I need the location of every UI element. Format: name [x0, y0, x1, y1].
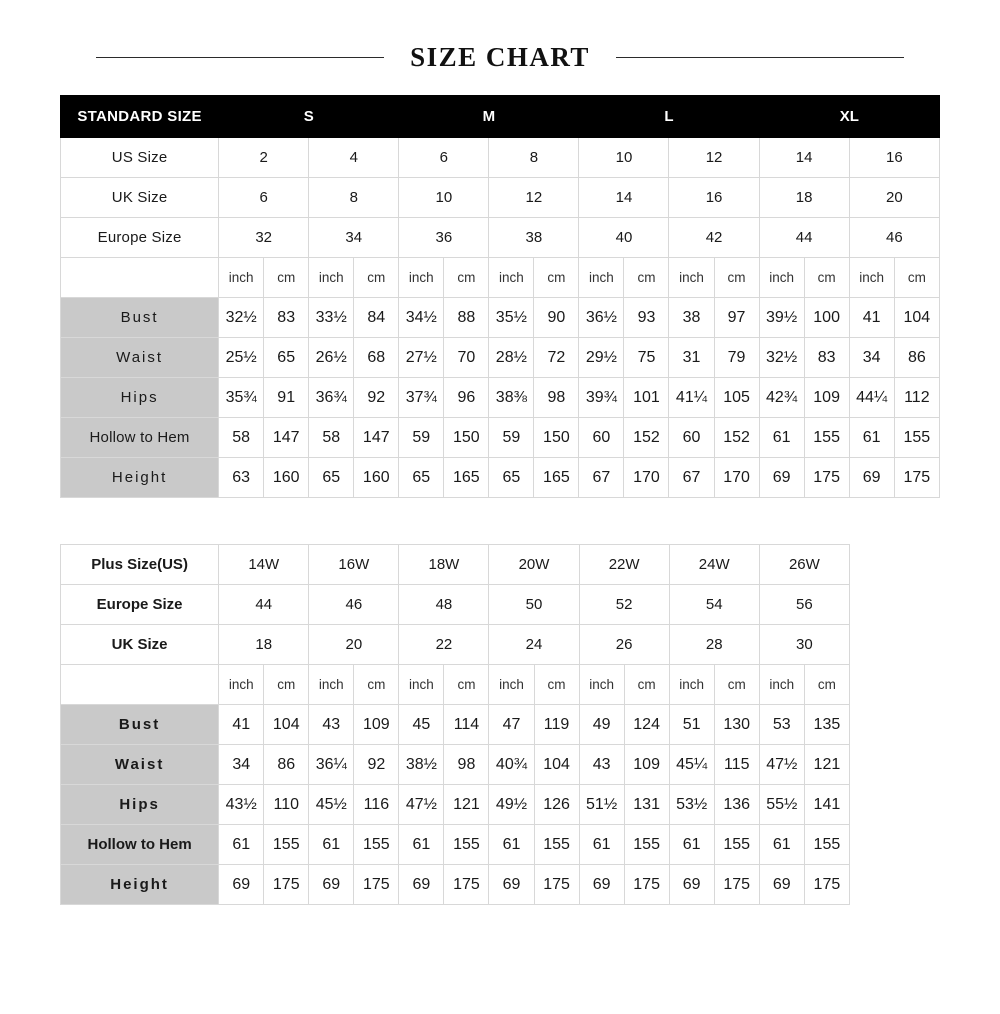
- cell-value: 170: [624, 458, 669, 498]
- table-gap: [0, 498, 1000, 520]
- cell-value: 69: [579, 865, 624, 905]
- cell-value: 88: [444, 298, 489, 338]
- unit-cell: cm: [714, 258, 759, 298]
- unit-cell: cm: [804, 258, 849, 298]
- unit-cell: inch: [759, 665, 804, 705]
- table-row: [61, 218, 940, 258]
- cell-value: 47½: [759, 745, 804, 785]
- cell-value: 121: [444, 785, 489, 825]
- cell-value: 170: [714, 458, 759, 498]
- cell-value: 51½: [579, 785, 624, 825]
- unit-cell: inch: [579, 665, 624, 705]
- cell-value: 84: [354, 298, 399, 338]
- cell-value: 38: [669, 298, 714, 338]
- cell-value: 49½: [489, 785, 534, 825]
- unit-cell: cm: [534, 665, 579, 705]
- title-rule-left: [96, 57, 384, 58]
- cell-value: 55½: [759, 785, 804, 825]
- cell-value: 43: [309, 705, 354, 745]
- cell-value: 147: [264, 418, 309, 458]
- unit-row: [61, 665, 850, 705]
- cell-value: 24: [489, 625, 579, 665]
- cell-value: 39¾: [579, 378, 624, 418]
- cell-value: 61: [759, 825, 804, 865]
- cell-value: 54: [669, 585, 759, 625]
- standard-header-band: [61, 96, 940, 138]
- row-label: Waist: [61, 338, 219, 378]
- cell-value: 100: [804, 298, 849, 338]
- title-rule-right: [616, 57, 904, 58]
- cell-value: 135: [804, 705, 849, 745]
- row-label: UK Size: [61, 178, 219, 218]
- cell-value: 59: [399, 418, 444, 458]
- cell-value: 35½: [489, 298, 534, 338]
- cell-value: 59: [489, 418, 534, 458]
- unit-cell: inch: [849, 258, 894, 298]
- cell-value: 105: [714, 378, 759, 418]
- cell-value: 69: [219, 865, 264, 905]
- size-chart-page: [0, 42, 1000, 1014]
- cell-value: 112: [894, 378, 939, 418]
- row-label: US Size: [61, 138, 219, 178]
- cell-value: 83: [264, 298, 309, 338]
- cell-value: 121: [804, 745, 849, 785]
- cell-value: 69: [759, 865, 804, 905]
- cell-value: 58: [309, 418, 354, 458]
- cell-value: 10: [579, 138, 669, 178]
- cell-value: 58: [219, 418, 264, 458]
- cell-value: 175: [624, 865, 669, 905]
- cell-value: 39½: [759, 298, 804, 338]
- cell-value: 45½: [309, 785, 354, 825]
- row-label: Plus Size(US): [61, 545, 219, 585]
- unit-cell: cm: [444, 665, 489, 705]
- cell-value: 61: [399, 825, 444, 865]
- cell-value: 46: [309, 585, 399, 625]
- unit-row-label: [61, 665, 219, 705]
- cell-value: 42: [669, 218, 759, 258]
- cell-value: 32: [219, 218, 309, 258]
- cell-value: 98: [534, 378, 579, 418]
- cell-value: 155: [444, 825, 489, 865]
- row-label: Europe Size: [61, 218, 219, 258]
- unit-cell: cm: [354, 258, 399, 298]
- cell-value: 136: [714, 785, 759, 825]
- cell-value: 25½: [219, 338, 264, 378]
- row-label: Height: [61, 458, 219, 498]
- cell-value: 61: [219, 825, 264, 865]
- unit-cell: cm: [804, 665, 849, 705]
- cell-value: 104: [264, 705, 309, 745]
- cell-value: 61: [489, 825, 534, 865]
- cell-value: 16W: [309, 545, 399, 585]
- cell-value: 18W: [399, 545, 489, 585]
- cell-value: 141: [804, 785, 849, 825]
- unit-cell: inch: [399, 665, 444, 705]
- unit-cell: inch: [489, 258, 534, 298]
- size-group-xl: XL: [759, 96, 939, 138]
- cell-value: 115: [714, 745, 759, 785]
- row-label: Bust: [61, 298, 219, 338]
- cell-value: 93: [624, 298, 669, 338]
- unit-cell: cm: [264, 258, 309, 298]
- table-row: [61, 585, 850, 625]
- cell-value: 155: [264, 825, 309, 865]
- cell-value: 175: [354, 865, 399, 905]
- cell-value: 63: [219, 458, 264, 498]
- cell-value: 30: [759, 625, 849, 665]
- cell-value: 65: [399, 458, 444, 498]
- cell-value: 155: [354, 825, 399, 865]
- cell-value: 68: [354, 338, 399, 378]
- cell-value: 12: [489, 178, 579, 218]
- standard-size-table-wrap: [0, 95, 1000, 498]
- cell-value: 91: [264, 378, 309, 418]
- cell-value: 124: [624, 705, 669, 745]
- row-label: Hips: [61, 378, 219, 418]
- cell-value: 26½: [309, 338, 354, 378]
- unit-cell: cm: [894, 258, 939, 298]
- cell-value: 38: [489, 218, 579, 258]
- cell-value: 155: [894, 418, 939, 458]
- cell-value: 109: [354, 705, 399, 745]
- unit-cell: cm: [264, 665, 309, 705]
- cell-value: 45: [399, 705, 444, 745]
- size-group-l: L: [579, 96, 759, 138]
- unit-cell: cm: [534, 258, 579, 298]
- cell-value: 40¾: [489, 745, 534, 785]
- cell-value: 69: [849, 458, 894, 498]
- cell-value: 119: [534, 705, 579, 745]
- cell-value: 12: [669, 138, 759, 178]
- cell-value: 48: [399, 585, 489, 625]
- cell-value: 18: [759, 178, 849, 218]
- cell-value: 36: [399, 218, 489, 258]
- cell-value: 52: [579, 585, 669, 625]
- cell-value: 43½: [219, 785, 264, 825]
- cell-value: 126: [534, 785, 579, 825]
- cell-value: 10: [399, 178, 489, 218]
- page-title-row: [0, 42, 1000, 73]
- cell-value: 155: [624, 825, 669, 865]
- cell-value: 31: [669, 338, 714, 378]
- cell-value: 69: [759, 458, 804, 498]
- size-group-s: S: [219, 96, 399, 138]
- cell-value: 6: [219, 178, 309, 218]
- cell-value: 20: [309, 625, 399, 665]
- row-label: Bust: [61, 705, 219, 745]
- cell-value: 37¾: [399, 378, 444, 418]
- unit-cell: inch: [669, 665, 714, 705]
- cell-value: 46: [849, 218, 939, 258]
- cell-value: 175: [804, 458, 849, 498]
- cell-value: 152: [624, 418, 669, 458]
- table-row: [61, 178, 940, 218]
- table-row: [61, 625, 850, 665]
- cell-value: 32½: [219, 298, 264, 338]
- cell-value: 51: [669, 705, 714, 745]
- cell-value: 61: [579, 825, 624, 865]
- cell-value: 67: [669, 458, 714, 498]
- cell-value: 36¾: [309, 378, 354, 418]
- unit-row: [61, 258, 940, 298]
- cell-value: 130: [714, 705, 759, 745]
- cell-value: 29½: [579, 338, 624, 378]
- unit-cell: inch: [489, 665, 534, 705]
- plus-size-table: [60, 544, 850, 905]
- unit-cell: cm: [444, 258, 489, 298]
- unit-cell: cm: [714, 665, 759, 705]
- cell-value: 42¾: [759, 378, 804, 418]
- cell-value: 61: [669, 825, 714, 865]
- cell-value: 150: [444, 418, 489, 458]
- cell-value: 20W: [489, 545, 579, 585]
- table-row: [61, 418, 940, 458]
- cell-value: 44: [759, 218, 849, 258]
- cell-value: 8: [309, 178, 399, 218]
- cell-value: 97: [714, 298, 759, 338]
- cell-value: 72: [534, 338, 579, 378]
- cell-value: 86: [264, 745, 309, 785]
- table-row: [61, 825, 850, 865]
- cell-value: 22W: [579, 545, 669, 585]
- standard-size-header: STANDARD SIZE: [61, 96, 219, 138]
- cell-value: 160: [264, 458, 309, 498]
- plus-size-table-wrap: [0, 544, 1000, 905]
- cell-value: 69: [309, 865, 354, 905]
- unit-cell: inch: [669, 258, 714, 298]
- cell-value: 2: [219, 138, 309, 178]
- cell-value: 49: [579, 705, 624, 745]
- cell-value: 6: [399, 138, 489, 178]
- cell-value: 44: [219, 585, 309, 625]
- unit-cell: inch: [579, 258, 624, 298]
- cell-value: 34: [849, 338, 894, 378]
- cell-value: 69: [489, 865, 534, 905]
- cell-value: 14: [759, 138, 849, 178]
- cell-value: 61: [759, 418, 804, 458]
- cell-value: 175: [264, 865, 309, 905]
- cell-value: 69: [399, 865, 444, 905]
- row-label: UK Size: [61, 625, 219, 665]
- cell-value: 36½: [579, 298, 624, 338]
- cell-value: 50: [489, 585, 579, 625]
- cell-value: 86: [894, 338, 939, 378]
- cell-value: 33½: [309, 298, 354, 338]
- unit-cell: cm: [354, 665, 399, 705]
- cell-value: 175: [534, 865, 579, 905]
- row-label: Hollow to Hem: [61, 418, 219, 458]
- cell-value: 16: [849, 138, 939, 178]
- size-group-m: M: [399, 96, 579, 138]
- cell-value: 155: [714, 825, 759, 865]
- row-label: Waist: [61, 745, 219, 785]
- cell-value: 38⅜: [489, 378, 534, 418]
- cell-value: 28: [669, 625, 759, 665]
- cell-value: 44¼: [849, 378, 894, 418]
- cell-value: 8: [489, 138, 579, 178]
- table-row: [61, 378, 940, 418]
- cell-value: 47: [489, 705, 534, 745]
- cell-value: 41¼: [669, 378, 714, 418]
- cell-value: 116: [354, 785, 399, 825]
- unit-cell: cm: [624, 258, 669, 298]
- cell-value: 131: [624, 785, 669, 825]
- cell-value: 175: [714, 865, 759, 905]
- row-label: Europe Size: [61, 585, 219, 625]
- cell-value: 175: [804, 865, 849, 905]
- cell-value: 53½: [669, 785, 714, 825]
- cell-value: 83: [804, 338, 849, 378]
- unit-cell: inch: [399, 258, 444, 298]
- cell-value: 69: [669, 865, 714, 905]
- cell-value: 41: [219, 705, 264, 745]
- cell-value: 96: [444, 378, 489, 418]
- cell-value: 45¼: [669, 745, 714, 785]
- cell-value: 34: [309, 218, 399, 258]
- table-row: [61, 785, 850, 825]
- table-row: [61, 298, 940, 338]
- cell-value: 114: [444, 705, 489, 745]
- cell-value: 155: [534, 825, 579, 865]
- cell-value: 26: [579, 625, 669, 665]
- cell-value: 53: [759, 705, 804, 745]
- cell-value: 34½: [399, 298, 444, 338]
- cell-value: 20: [849, 178, 939, 218]
- table-row: [61, 545, 850, 585]
- cell-value: 150: [534, 418, 579, 458]
- cell-value: 104: [894, 298, 939, 338]
- cell-value: 35¾: [219, 378, 264, 418]
- cell-value: 67: [579, 458, 624, 498]
- row-label: Hips: [61, 785, 219, 825]
- unit-cell: cm: [624, 665, 669, 705]
- cell-value: 175: [444, 865, 489, 905]
- cell-value: 27½: [399, 338, 444, 378]
- unit-cell: inch: [309, 258, 354, 298]
- cell-value: 61: [849, 418, 894, 458]
- cell-value: 104: [534, 745, 579, 785]
- cell-value: 56: [759, 585, 849, 625]
- cell-value: 47½: [399, 785, 444, 825]
- table-row: [61, 458, 940, 498]
- cell-value: 40: [579, 218, 669, 258]
- cell-value: 92: [354, 378, 399, 418]
- cell-value: 36¼: [309, 745, 354, 785]
- cell-value: 160: [354, 458, 399, 498]
- cell-value: 60: [669, 418, 714, 458]
- cell-value: 18: [219, 625, 309, 665]
- cell-value: 65: [309, 458, 354, 498]
- cell-value: 34: [219, 745, 264, 785]
- cell-value: 28½: [489, 338, 534, 378]
- cell-value: 65: [489, 458, 534, 498]
- cell-value: 152: [714, 418, 759, 458]
- cell-value: 16: [669, 178, 759, 218]
- cell-value: 109: [804, 378, 849, 418]
- table-row: [61, 705, 850, 745]
- table-row: [61, 138, 940, 178]
- cell-value: 101: [624, 378, 669, 418]
- cell-value: 90: [534, 298, 579, 338]
- cell-value: 26W: [759, 545, 849, 585]
- unit-cell: inch: [219, 665, 264, 705]
- cell-value: 65: [264, 338, 309, 378]
- standard-size-table: [60, 95, 940, 498]
- unit-cell: inch: [219, 258, 264, 298]
- cell-value: 155: [804, 825, 849, 865]
- table-row: [61, 745, 850, 785]
- cell-value: 70: [444, 338, 489, 378]
- cell-value: 98: [444, 745, 489, 785]
- cell-value: 75: [624, 338, 669, 378]
- cell-value: 32½: [759, 338, 804, 378]
- cell-value: 61: [309, 825, 354, 865]
- unit-cell: inch: [759, 258, 804, 298]
- unit-row-label: [61, 258, 219, 298]
- cell-value: 4: [309, 138, 399, 178]
- cell-value: 165: [444, 458, 489, 498]
- cell-value: 92: [354, 745, 399, 785]
- cell-value: 24W: [669, 545, 759, 585]
- cell-value: 22: [399, 625, 489, 665]
- cell-value: 43: [579, 745, 624, 785]
- cell-value: 60: [579, 418, 624, 458]
- page-title: SIZE CHART: [410, 42, 590, 72]
- cell-value: 109: [624, 745, 669, 785]
- cell-value: 155: [804, 418, 849, 458]
- row-label: Hollow to Hem: [61, 825, 219, 865]
- row-label: Height: [61, 865, 219, 905]
- cell-value: 41: [849, 298, 894, 338]
- unit-cell: inch: [309, 665, 354, 705]
- cell-value: 14: [579, 178, 669, 218]
- cell-value: 165: [534, 458, 579, 498]
- table-row: [61, 338, 940, 378]
- cell-value: 110: [264, 785, 309, 825]
- cell-value: 14W: [219, 545, 309, 585]
- table-row: [61, 865, 850, 905]
- cell-value: 38½: [399, 745, 444, 785]
- cell-value: 175: [894, 458, 939, 498]
- cell-value: 147: [354, 418, 399, 458]
- cell-value: 79: [714, 338, 759, 378]
